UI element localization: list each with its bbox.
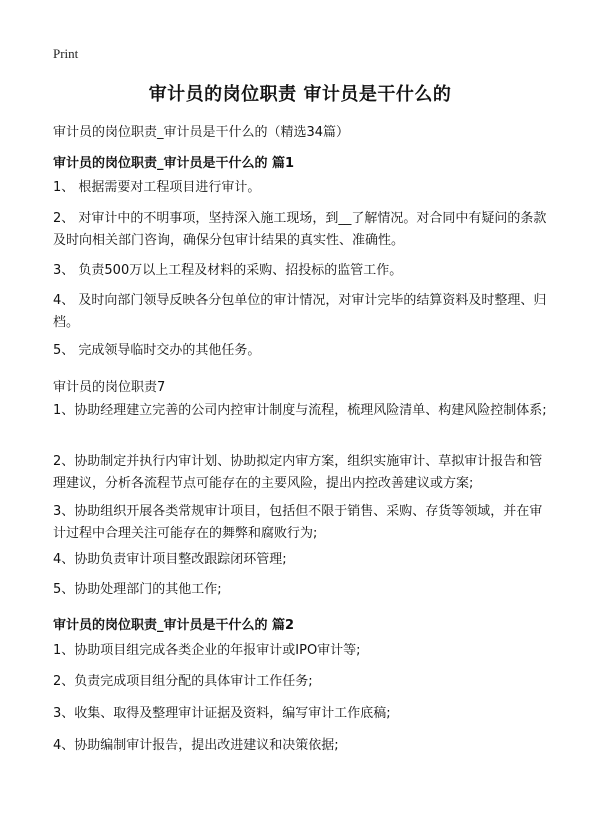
list-item: 2、负责完成项目组分配的具体审计工作任务; bbox=[53, 674, 313, 689]
list-item: 1、协助经理建立完善的公司内控审计制度与流程，梳理风险清单、构建风险控制体系; bbox=[53, 403, 547, 418]
list-item: 4、 及时向部门领导反映各分包单位的审计情况，对审计完毕的结算资料及时整理、归档。 bbox=[53, 293, 547, 330]
page-title: 审计员的岗位职责 审计员是干什么的 bbox=[148, 84, 452, 105]
section-1-heading: 审计员的岗位职责_审计员是干什么的 篇1 bbox=[53, 156, 295, 171]
list-item: 4、协助编制审计报告，提出改进建议和决策依据; bbox=[53, 738, 339, 753]
list-item: 2、协助制定并执行内审计划、协助拟定内审方案，组织实施审计、草拟审计报告和管理建议，分析各流程节点可能存在的主要风险，提出内控改善建议或方案; bbox=[53, 454, 543, 491]
subsection-7-heading: 审计员的岗位职责7 bbox=[53, 380, 166, 395]
list-item: 4、协助负责审计项目整改跟踪闭环管理; bbox=[53, 552, 287, 567]
list-item: 1、协助项目组完成各类企业的年报审计或IPO审计等; bbox=[53, 643, 361, 658]
list-item: 3、 负责500万以上工程及材料的采购、招投标的监管工作。 bbox=[53, 263, 403, 278]
list-item: 3、收集、取得及整理审计证据及资料，编写审计工作底稿; bbox=[53, 706, 391, 721]
section-2-heading: 审计员的岗位职责_审计员是干什么的 篇2 bbox=[53, 618, 295, 633]
list-item: 5、 完成领导临时交办的其他任务。 bbox=[53, 343, 261, 358]
list-item: 5、协助处理部门的其他工作; bbox=[53, 582, 222, 597]
intro-line: 审计员的岗位职责_审计员是干什么的（精选34篇） bbox=[53, 125, 350, 140]
list-item: 3、协助组织开展各类常规审计项目，包括但不限于销售、采购、存货等领域，并在审计过程中合理关注可能存在的舞弊和腐败行为; bbox=[53, 504, 543, 541]
list-item: 1、 根据需要对工程项目进行审计。 bbox=[53, 180, 261, 195]
print-label: Print bbox=[53, 46, 79, 61]
list-item: 2、 对审计中的不明事项，坚持深入施工现场，到__了解情况。对合同中有疑问的条款及时向相关部门咨询，确保分包审计结果的真实性、准确性。 bbox=[53, 211, 547, 248]
